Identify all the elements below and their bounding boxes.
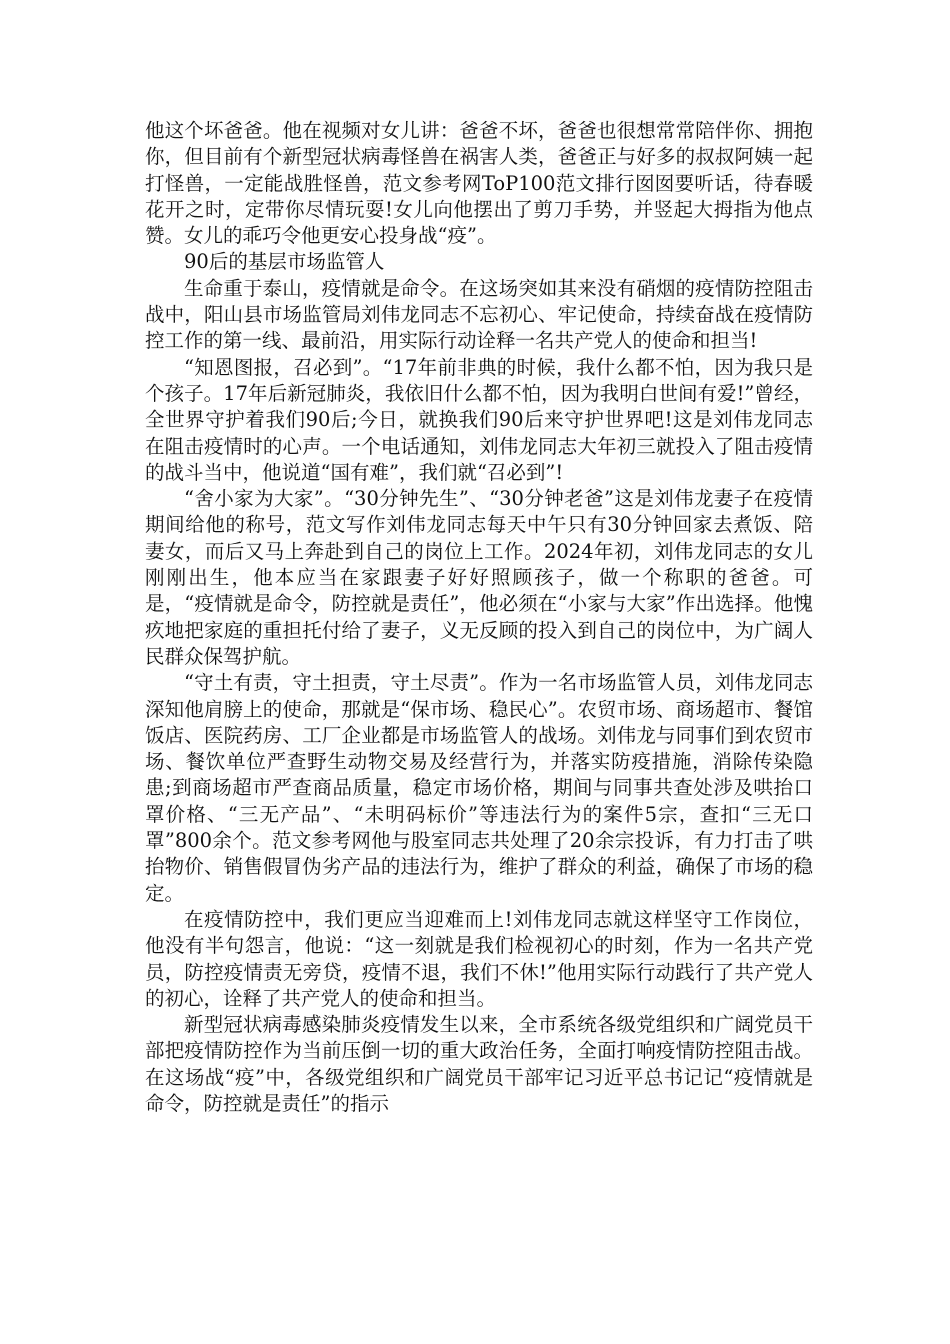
paragraph-intro: 生命重于泰山，疫情就是命令。在这场突如其来没有硝烟的疫情防控阻击战中，阳山县市场监管局刘伟龙同志不忘初心、牢记使命，持续奋战在疫情防控工作的第一线、最前沿，用实际行动诠释一名共产党人的使命和担当! [145,276,813,353]
paragraph-she-xiaojia: “舍小家为大家”。“30分钟先生”、“30分钟老爸”这是刘伟龙妻子在疫情期间给他的称号，范文写作刘伟龙同志每天中午只有30分钟回家去煮饭、陪妻女，而后又马上奔赴到自己的岗位上工作。2024年初，刘伟龙同志的女儿刚刚出生，他本应当在家跟妻子好好照顾孩子，做一个称职的爸爸。可是，“疫情就是命令，防控就是责任”，他必须在“小家与大家”作出选择。他愧疚地把家庭的重担托付给了妻子，义无反顾的投入到自己的岗位中，为广阔人民群众保驾护航。 [145,487,813,668]
document-page [145,118,813,1117]
paragraph-continuation: 他这个坏爸爸。他在视频对女儿讲：爸爸不坏，爸爸也很想常常陪伴你、拥抱你，但目前有个新型冠状病毒怪兽在祸害人类，爸爸正与好多的叔叔阿姨一起打怪兽，一定能战胜怪兽，范文参考网ToP100范文排行囡囡要听话，待春暖花开之时，定带你尽情玩耍!女儿向他摆出了剪刀手势，并竖起大拇指为他点赞。女儿的乖巧令他更安心投身战“疫”。 [145,119,813,248]
section-heading: 90后的基层市场监管人 [184,250,385,274]
paragraph-shoutu-youze: “守土有责，守土担责，守土尽责”。作为一名市场监管人员，刘伟龙同志深知他肩膀上的使命，那就是“保市场、稳民心”。农贸市场、商场超市、餐馆饭店、医院药房、工厂企业都是市场监管人的战场。刘伟龙与同事们到农贸市场、餐饮单位严查野生动物交易及经营行为，并落实防疫措施，消除传染隐患;到商场超市严查商品质量，稳定市场价格，期间与同事共查处涉及哄抬口罩价格、“三无产品”、“未明码标价”等违法行为的案件5宗，查扣“三无口罩”800余个。范文参考网他与股室同志共处理了20余宗投诉，有力打击了哄抬物价、销售假冒伪劣产品的违法行为，维护了群众的利益，确保了市场的稳定。 [145,671,813,905]
paragraph-zhien-tubao: “知恩图报，召必到”。“17年前非典的时候，我什么都不怕，因为我只是个孩子。17年后新冠肺炎，我依旧什么都不怕，因为我明白世间有爱!”曾经，全世界守护着我们90后;今日，就换我们90后来守护世界吧!这是刘伟龙同志在阻击疫情时的心声。一个电话通知，刘伟龙同志大年初三就投入了阻击疫情的战斗当中，他说道“国有难”，我们就“召必到”! [145,355,813,484]
paragraph-yingnan-ershang: 在疫情防控中，我们更应当迎难而上!刘伟龙同志就这样坚守工作岗位，他没有半句怨言，他说：“这一刻就是我们检视初心的时刻，作为一名共产党员，防控疫情责无旁贷，疫情不退，我们不休!”他用实际行动践行了共产党人的初心，诠释了共产党人的使命和担当。 [145,907,813,1010]
paragraph-xinxing-guanzhuang: 新型冠状病毒感染肺炎疫情发生以来，全市系统各级党组织和广阔党员干部把疫情防控作为当前压倒一切的重大政治任务，全面打响疫情防控阻击战。在这场战“疫”中，各级党组织和广阔党员干部牢记习近平总书记记“疫情就是命令，防控就是责任”的指示 [145,1013,813,1115]
